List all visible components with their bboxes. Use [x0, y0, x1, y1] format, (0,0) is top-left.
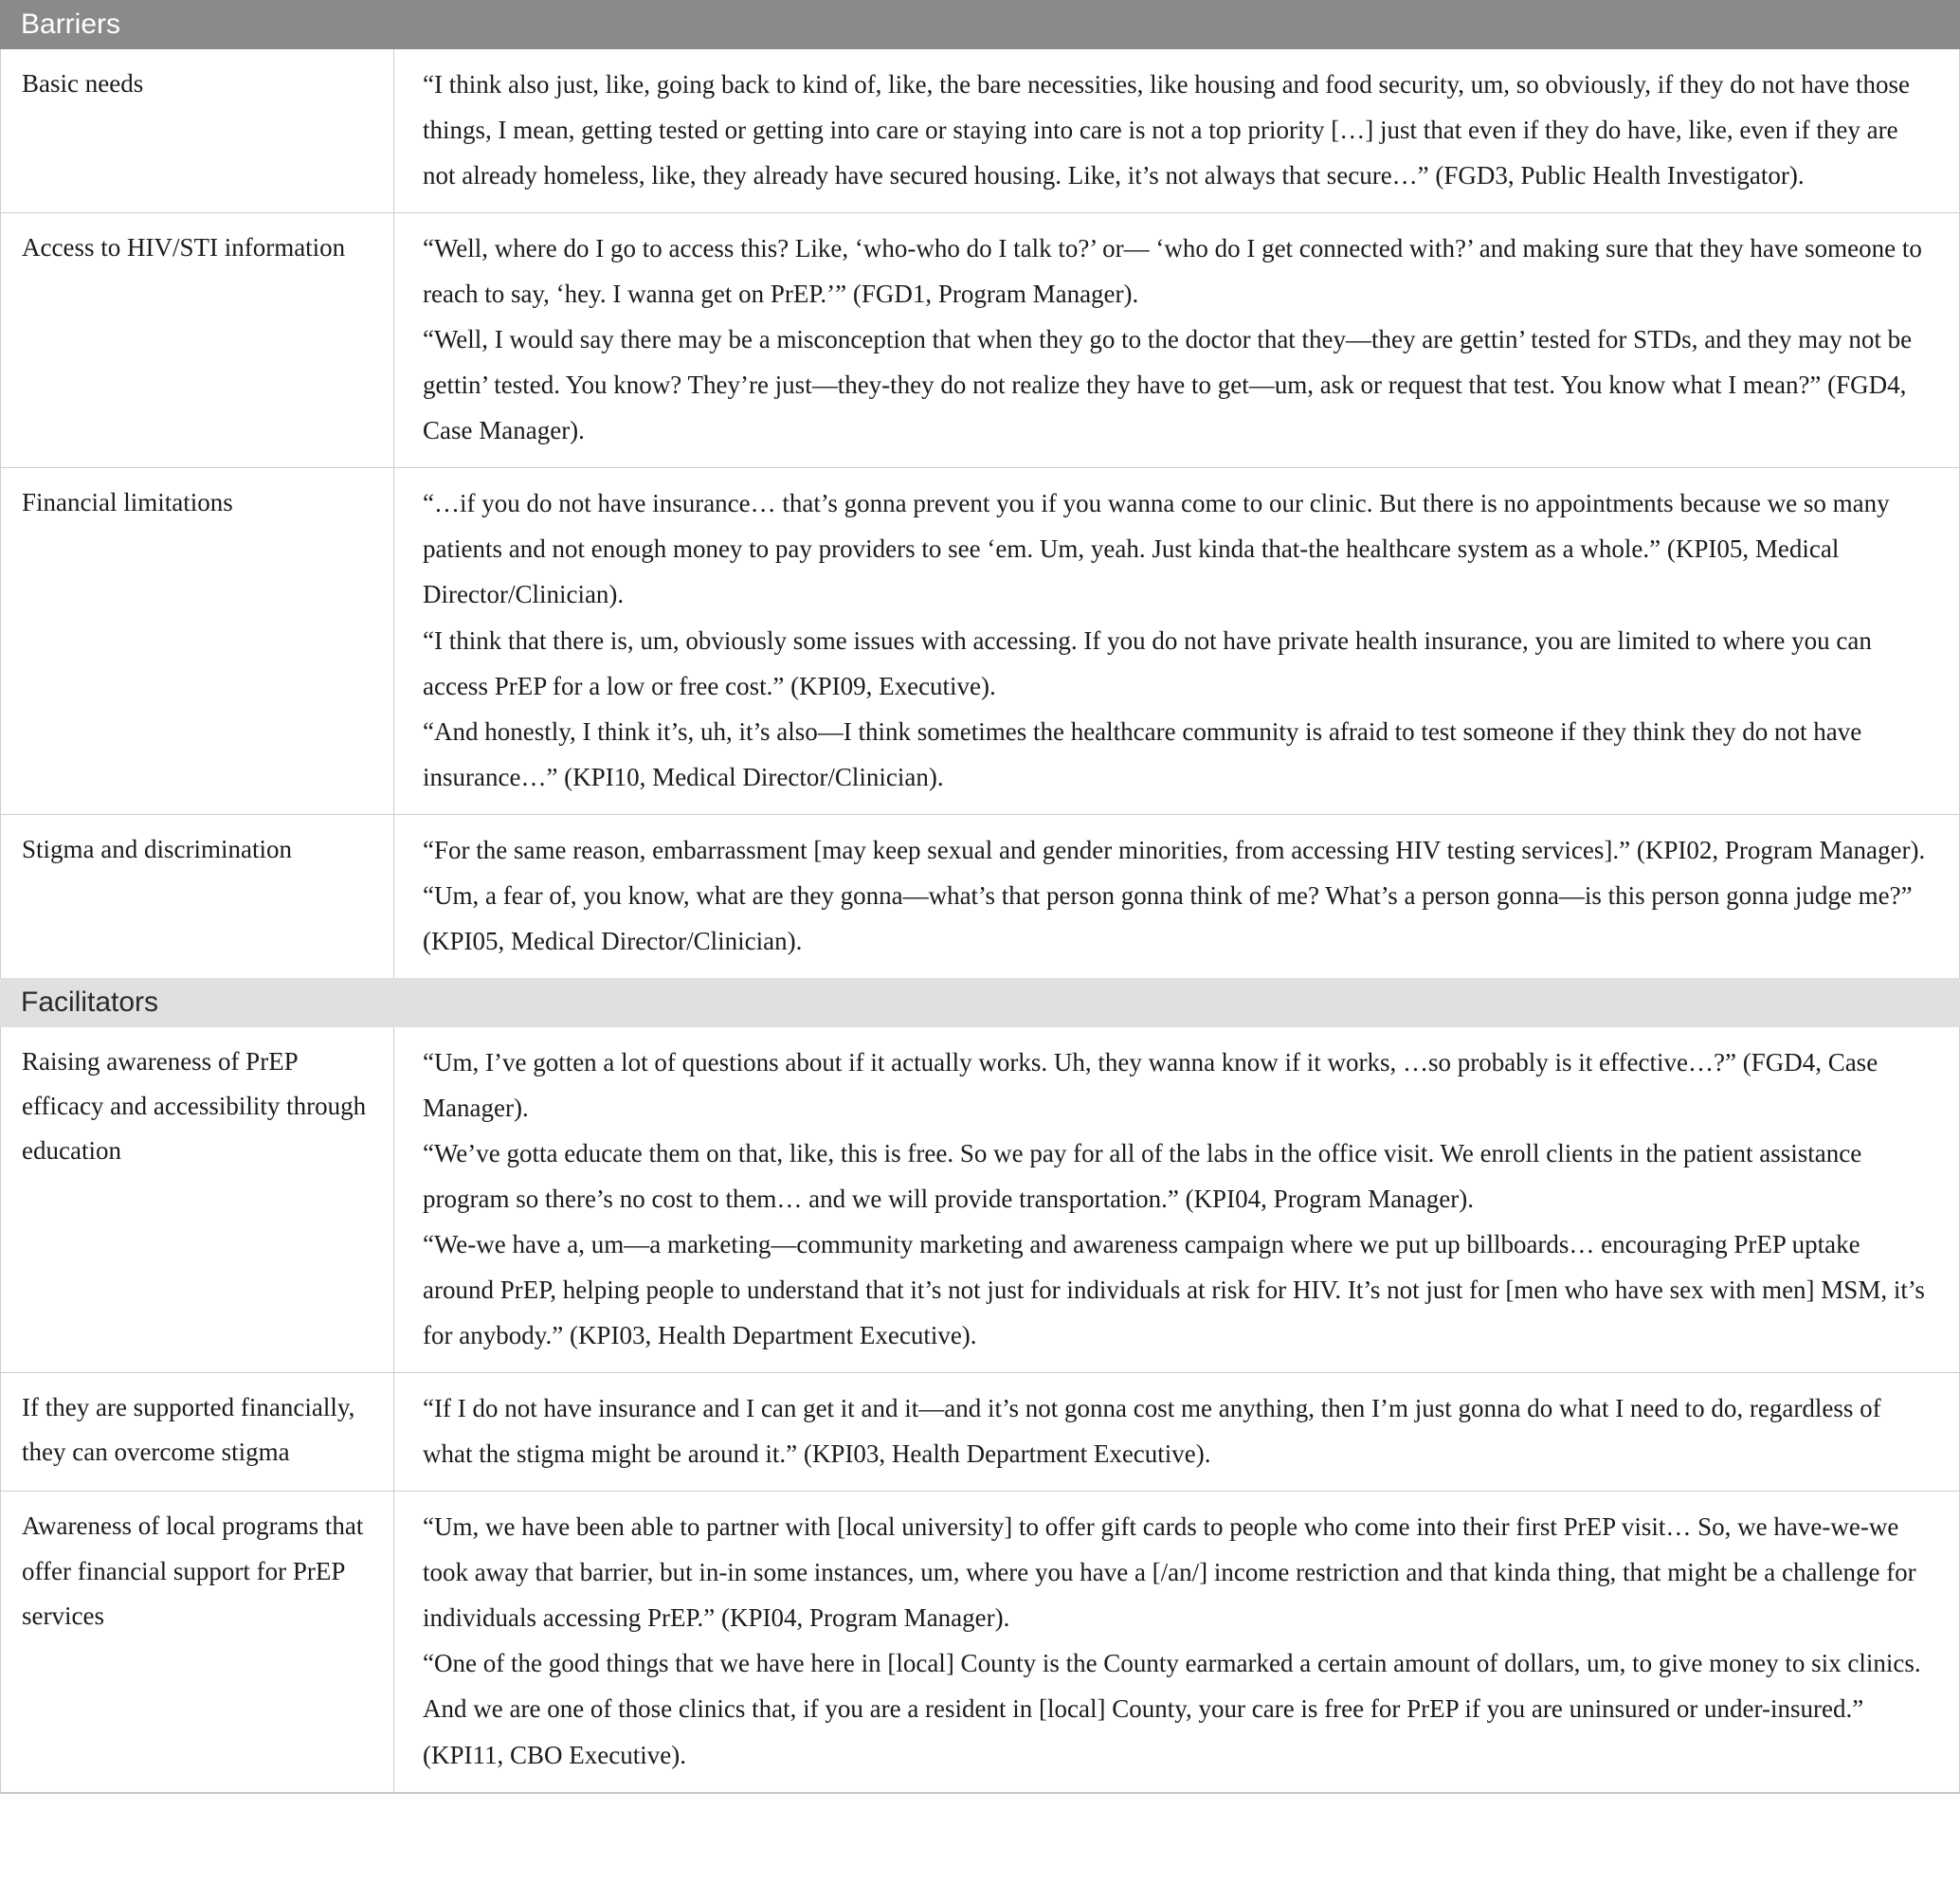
- table-row-financial-limitations: [1, 467, 1959, 813]
- table-row-basic-needs: [1, 49, 1959, 212]
- quotes-cell: [394, 1027, 1959, 1372]
- section-header-label: Facilitators: [21, 986, 159, 1018]
- quotes-cell: [394, 1492, 1959, 1791]
- quotes-cell: [394, 815, 1959, 978]
- quote-paragraph: “We-we have a, um—a marketing—community marketing and awareness campaign where we put up billboards… encouraging PrEP uptake around PrEP, helping people to understand that it’s not just for individuals at risk for HIV. It’s not just for [men who have sex with men] MSM, it’s for anybody.” (KPI03, Health Department Executive).: [423, 1230, 1925, 1350]
- section-header-facilitators: [0, 978, 1960, 1027]
- quote-paragraph: “One of the good things that we have here in [local] County is the County earmarked a certain amount of dollars, um, to give money to six clinics. And we are one of those clinics that, if you are a resident in [local] County, your care is free for PrEP if you are uninsured or under-insured.” (KPI11, CBO Executive).: [423, 1649, 1921, 1769]
- quote-paragraph: “Um, I’ve gotten a lot of questions about if it actually works. Uh, they wanna know if it works, …so probably is it effective…?” (FGD4, Case Manager).: [423, 1047, 1878, 1122]
- quote-paragraph: “We’ve gotta educate them on that, like, this is free. So we pay for all of the labs in the office visit. We enroll clients in the patient assistance program so there’s no cost to them… and we will provide transportation.” (KPI04, Program Manager).: [423, 1138, 1862, 1213]
- quote-paragraph: “…if you do not have insurance… that’s gonna prevent you if you wanna come to our clinic. But there is no appointments because we so many patients and not enough money to pay providers to see ‘em. Um, yeah. Just kinda that-the healthcare system as a whole.” (KPI05, Medical Director/Clinician).: [423, 489, 1890, 609]
- quote-paragraph: “Well, where do I go to access this? Like, ‘who-who do I talk to?’ or— ‘who do I get connected with?’ and making sure that they have someone to reach to say, ‘hey. I wanna get on PrEP.’” (FGD1, Program Manager).: [423, 234, 1922, 309]
- theme-cell: Awareness of local programs that offer financial support for PrEP services: [1, 1492, 394, 1791]
- table-row-raising-awareness: [1, 1027, 1959, 1372]
- quote-paragraph: “For the same reason, embarrassment [may keep sexual and gender minorities, from accessing HIV testing services].” (KPI02, Program Manager).: [423, 835, 1926, 864]
- table-row-stigma-discrimination: [1, 814, 1959, 978]
- quotes-cell: [394, 49, 1959, 212]
- theme-cell: Access to HIV/STI information: [1, 213, 394, 467]
- quote-paragraph: “I think that there is, um, obviously some issues with accessing. If you do not have private health insurance, you are limited to where you can access PrEP for a low or free cost.” (KPI09, Executive).: [423, 625, 1872, 700]
- table-row-local-programs-awareness: [1, 1491, 1959, 1791]
- section-header-label: Barriers: [21, 9, 121, 40]
- quotes-cell: [394, 213, 1959, 467]
- quote-paragraph: “And honestly, I think it’s, uh, it’s also—I think sometimes the healthcare community is afraid to test someone if they think they do not have insurance…” (KPI10, Medical Director/Clinician).: [423, 716, 1862, 791]
- theme-cell: Stigma and discrimination: [1, 815, 394, 978]
- barriers-rows: [0, 49, 1960, 978]
- theme-cell: Financial limitations: [1, 468, 394, 813]
- quote-paragraph: “Well, I would say there may be a misconception that when they go to the doctor that they—they are gettin’ tested for STDs, and they may not be gettin’ tested. You know? They’re just—they-they do not realize they have to get—um, ask or request that test. You know what I mean?” (FGD4, Case Manager).: [423, 325, 1913, 445]
- quote-paragraph: “If I do not have insurance and I can get it and it—and it’s not gonna cost me anything, then I’m just gonna do what I need to do, regardless of what the stigma might be around it.” (KPI03, Health Department Executive).: [423, 1394, 1881, 1469]
- theme-cell: If they are supported financially, they can overcome stigma: [1, 1373, 394, 1491]
- table-row-access-information: [1, 212, 1959, 467]
- table-row-financial-support-overcomes-stigma: [1, 1372, 1959, 1491]
- section-header-barriers: [0, 0, 1960, 49]
- theme-cell: Basic needs: [1, 49, 394, 212]
- quotes-cell: [394, 468, 1959, 813]
- theme-cell: Raising awareness of PrEP efficacy and accessibility through education: [1, 1027, 394, 1372]
- quote-paragraph: “Um, a fear of, you know, what are they gonna—what’s that person gonna think of me? What’s a person gonna—is this person gonna judge me?” (KPI05, Medical Director/Clinician).: [423, 880, 1913, 955]
- quotes-cell: [394, 1373, 1959, 1491]
- facilitators-rows: [0, 1027, 1960, 1792]
- quote-paragraph: “Um, we have been able to partner with [local university] to offer gift cards to people who come into their first PrEP visit… So, we have-we-we took away that barrier, but in-in some instances, um, where you have a [/an/] income restriction and that kinda thing, that might be a challenge for individuals accessing PrEP.” (KPI04, Program Manager).: [423, 1512, 1916, 1633]
- quote-paragraph: “I think also just, like, going back to kind of, like, the bare necessities, like housing and food security, um, so obviously, if they do not have those things, I mean, getting tested or getting into care or staying into care is not a top priority […] just that even if they do have, like, even if they are not already homeless, like, they already have secured housing. Like, it’s not always that secure…” (FGD3, Public Health Investigator).: [423, 70, 1910, 190]
